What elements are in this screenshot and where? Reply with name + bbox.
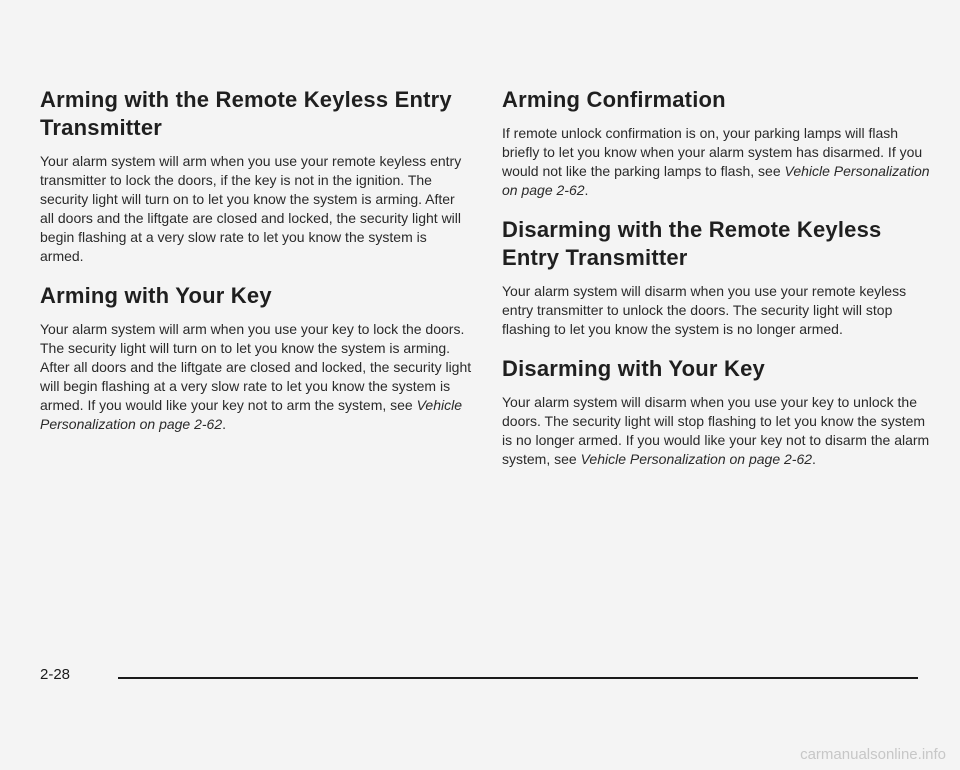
heading-disarming-remote: Disarming with the Remote Keyless Entry Transmitter [502, 217, 882, 270]
left-column [40, 86, 472, 450]
ref-vehicle-personalization[interactable]: Vehicle Personalization on page 2-62 [580, 451, 813, 467]
heading-arming-key: Arming with Your Key [40, 283, 272, 308]
body-arming-confirmation-text: If remote unlock confirmation is on, your parking lamps will flash briefly to let you know when your alarm system has disarmed. If you would not like the parking lamps to flash, see [502, 125, 923, 179]
heading-disarming-key: Disarming with Your Key [502, 356, 765, 381]
body-disarming-key-end: . [812, 451, 816, 467]
body-arming-key-end: . [222, 416, 227, 432]
ref-vehicle-personalization[interactable]: Vehicle Personalization on page 2-62 [502, 163, 930, 198]
section-disarming-remote [502, 216, 934, 339]
section-disarming-key [502, 355, 934, 469]
body-disarming-key-text: Your alarm system will disarm when you use your key to unlock the doors. The security light will stop flashing to let you know the system is no longer armed. If you would like your key not to disarm the alarm system, see [502, 394, 930, 467]
footer-divider [118, 677, 918, 679]
body-arming-confirmation-end: . [584, 182, 589, 198]
right-column [502, 86, 934, 485]
body-arming-key-text: Your alarm system will arm when you use your key to lock the doors. The security light will turn on to let you know the system is arming. After all doors and the liftgate are closed and locked, the security light will begin flashing at a very slow rate to let you know the system is armed. If you would like your key not to arm the system, see [40, 321, 472, 413]
body-arming-remote: Your alarm system will arm when you use your remote keyless entry transmitter to lock the doors, if the key is not in the ignition. The security light will turn on to let you know the system is arming. After all doors and the liftgate are closed and locked, the security light will begin flashing at a very slow rate to let you know the system is armed. [40, 153, 462, 264]
section-arming-remote [40, 86, 472, 266]
heading-arming-confirmation: Arming Confirmation [502, 87, 726, 112]
section-arming-key [40, 282, 472, 434]
watermark: carmanualsonline.info [800, 746, 946, 763]
body-arming-confirmation [502, 124, 934, 200]
body-disarming-remote: Your alarm system will disarm when you use your remote keyless entry transmitter to unlock the doors. The security light will stop flashing to let you know the system is no longer armed. [502, 283, 907, 337]
body-disarming-key [502, 393, 934, 469]
ref-vehicle-personalization[interactable]: Vehicle Personalization on page 2-62 [40, 397, 463, 432]
page-number: 2-28 [40, 666, 71, 683]
section-arming-confirmation [502, 86, 934, 200]
body-arming-key [40, 320, 472, 434]
heading-arming-remote: Arming with the Remote Keyless Entry Transmitter [40, 87, 452, 140]
